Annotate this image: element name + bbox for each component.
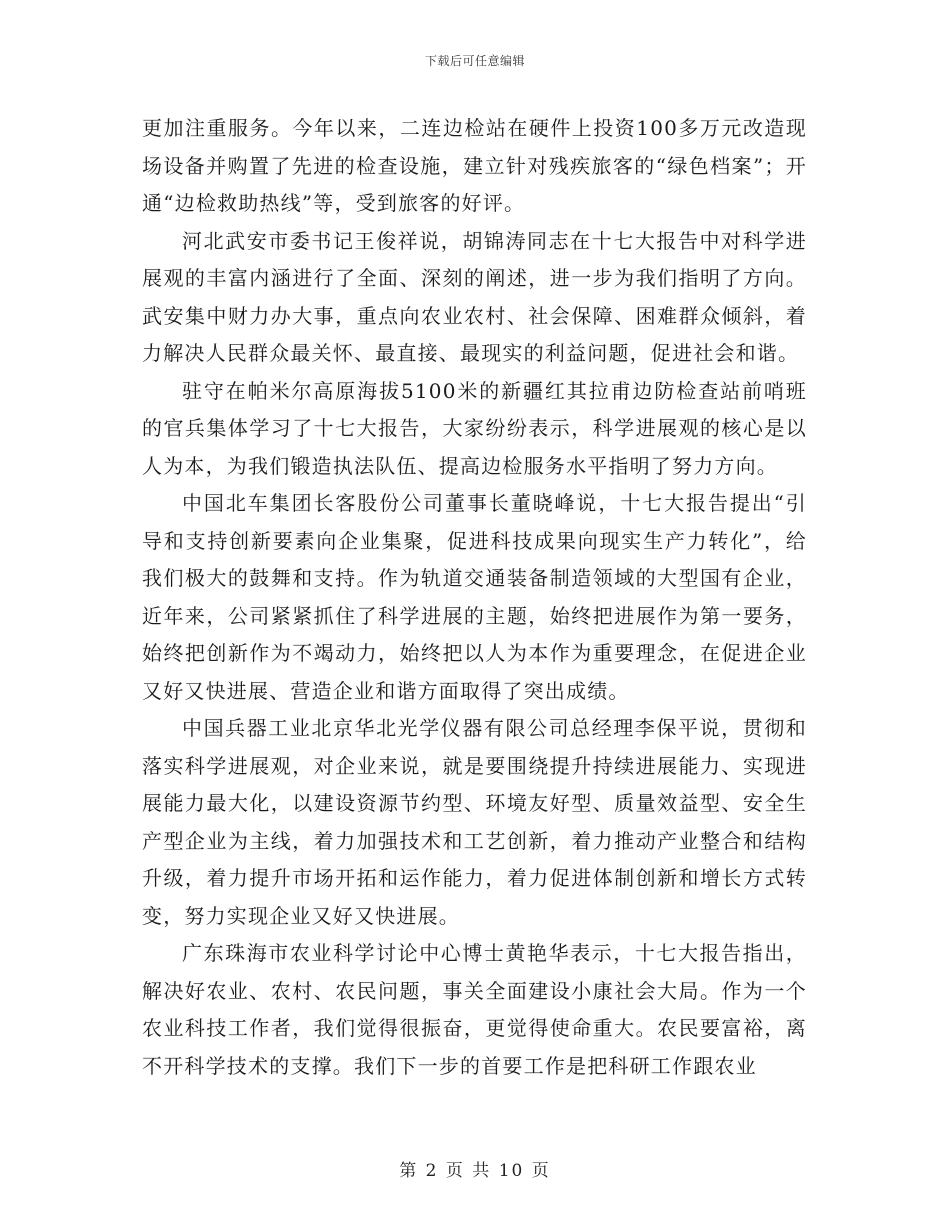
paragraph-3: 驻守在帕米尔高原海拔5100米的新疆红其拉甫边防检查站前哨班的官兵集体学习了十七大报告，大家纷纷表示，科学进展观的核心是以人为本，为我们锻造执法队伍、提高边检服务水平指明了努力方向。 (142, 378, 807, 478)
paragraph-4: 中国北车集团长客股份公司董事长董晓峰说，十七大报告提出“引导和支持创新要素向企业集聚，促进科技成果向现实生产力转化”，给我们极大的鼓舞和支持。作为轨道交通装备制造领域的大型国有企业，近年来，公司紧紧抓住了科学进展的主题，始终把进展作为第一要务，始终把创新作为不竭动力，始终把以人为本作为重要理念，在促进企业又好又快进展、营造企业和谐方面取得了突出成绩。 (142, 491, 807, 703)
paragraph-2: 河北武安市委书记王俊祥说，胡锦涛同志在十七大报告中对科学进展观的丰富内涵进行了全面、深刻的阐述，进一步为我们指明了方向。武安集中财力办大事，重点向农业农村、社会保障、困难群众倾斜，着力解决人民群众最关怀、最直接、最现实的利益问题，促进社会和谐。 (142, 228, 807, 365)
paragraph-5: 中国兵器工业北京华北光学仪器有限公司总经理李保平说，贯彻和落实科学进展观，对企业来说，就是要围绕提升持续进展能力、实现进展能力最大化，以建设资源节约型、环境友好型、质量效益型、安全生产型企业为主线，着力加强技术和工艺创新，着力推动产业整合和结构升级，着力提升市场开拓和运作能力，着力促进体制创新和增长方式转变，努力实现企业又好又快进展。 (142, 716, 807, 928)
paragraph-1: 更加注重服务。今年以来，二连边检站在硬件上投资100多万元改造现场设备并购置了先进的检查设施，建立针对残疾旅客的“绿色档案”；开通“边检救助热线”等，受到旅客的好评。 (142, 116, 807, 215)
document-body (142, 110, 807, 1085)
paragraph-6: 广东珠海市农业科学讨论中心博士黄艳华表示，十七大报告指出，解决好农业、农村、农民问题，事关全面建设小康社会大局。作为一个农业科技工作者，我们觉得很振奋，更觉得使命重大。农民要富裕，离不开科学技术的支撑。我们下一步的首要工作是把科研工作跟农业 (142, 941, 807, 1078)
page-header: 下载后可任意编辑 (424, 54, 525, 68)
page-footer: 第 2 页 共 10 页 (399, 1161, 551, 1181)
